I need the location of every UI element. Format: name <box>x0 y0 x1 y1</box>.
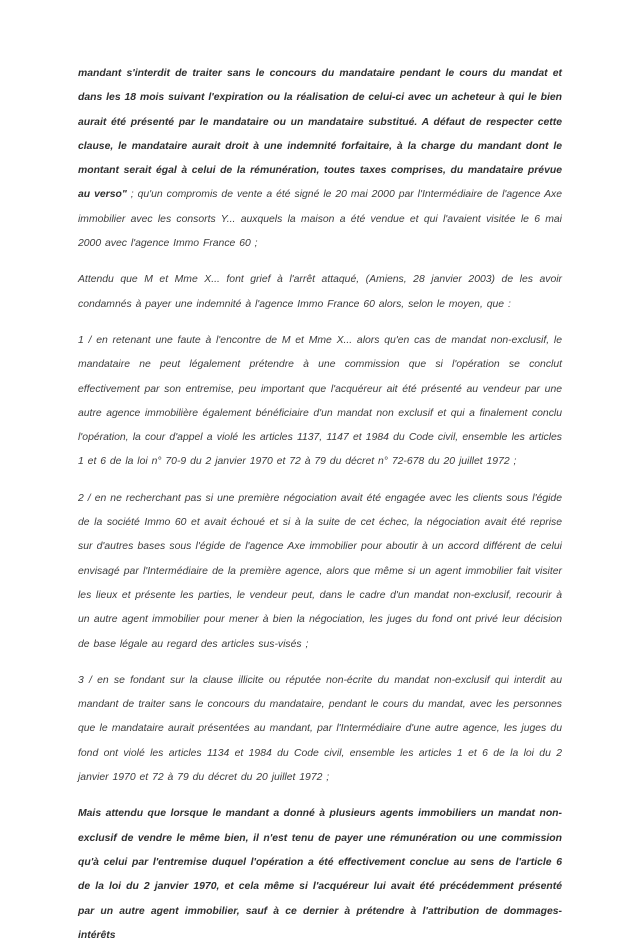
document-page <box>78 62 562 948</box>
paragraph-moyen-3: 3 / en se fondant sur la clause illicite ou réputée non-écrite du mandat non-exclusif qui interdit au mandant de traiter sans le concours du mandataire, pendant le cours du mandat, avec les personnes que le mandataire aurait présentées au mandant, par l'Intermédiaire d'une autre agence, les juges du fond ont violé les articles 1134 et 1984 du Code civil, ensemble les articles 1 et 6 de la loi du 2 janvier 1970 et 72 à 79 du décret du 20 juillet 1972 ; <box>78 674 562 784</box>
bold-text: Mais attendu que lorsque le mandant a donné à plusieurs agents immobiliers un mandat non-exclusif de vendre le même bien, il n'est tenu de payer une rémunération ou une commission qu'à celui par l'entremise duquel l'opération a été effectivement conclue au sens de l'article 6 de la loi du 2 janvier 1970, et cela même si l'acquéreur lui avait été précédemment présenté par un autre agent immobilier, sauf à ce dernier à prétendre à l'attribution de dommages-intérêts <box>78 808 562 941</box>
paragraph-mais-attendu <box>78 802 562 948</box>
paragraph-clause <box>78 62 562 256</box>
bold-text: mandant s'interdit de traiter sans le concours du mandataire pendant le cours du mandat et dans les 18 mois suivant l'expiration ou la réalisation de celui-ci avec un acheteur à qui le bien aurait été présenté par le mandataire ou un mandataire substitué. A défaut de respecter cette clause, le mandataire aurait droit à une indemnité forfaitaire, à la charge du mandant dont le montant serait égal à celui de la rémunération, toutes taxes comprises, du mandataire prévue au verso" <box>78 68 562 201</box>
paragraph-moyen-2: 2 / en ne recherchant pas si une première négociation avait été engagée avec les clients sous l'égide de la société Immo 60 et avait échoué et si à la suite de cet échec, la négociation avait été reprise sur d'autres bases sous l'égide de l'agence Axe immobilier pour aboutir à un accord différent de celui envisagé par l'Intermédiaire de la première agence, alors que même si un agent immobilier fait visiter les lieux et présente les parties, le vendeur peut, dans le cadre d'un mandat non-exclusif, recourir à un autre agent immobilier pour mener à bien la négociation, les juges du fond ont privé leur décision de base légale au regard des articles sus-visés ; <box>78 492 562 650</box>
body-text: ; qu'un compromis de vente a été signé le 20 mai 2000 par l'Intermédiaire de l'agence Axe immobilier avec les consorts Y... auxquels la maison a été vendue et qui l'avaient visitée le 6 mai 2000 avec l'agence Immo France 60 ; <box>78 189 562 250</box>
paragraph-moyen-1: 1 / en retenant une faute à l'encontre de M et Mme X... alors qu'en cas de mandat non-exclusif, le mandataire ne peut légalement prétendre à une commission que si l'opération se conclut effectivement par son entremise, peu important que l'acquéreur ait été présenté au vendeur par une autre agence immobilière également bénéficiaire d'un mandat non exclusif et qui a finalement conclu l'opération, la cour d'appel a violé les articles 1137, 1147 et 1984 du Code civil, ensemble les articles 1 et 6 de la loi n° 70-9 du 2 janvier 1970 et 72 à 79 du décret n° 72-678 du 20 juillet 1972 ; <box>78 334 562 468</box>
paragraph-attendu: Attendu que M et Mme X... font grief à l'arrêt attaqué, (Amiens, 28 janvier 2003) de les avoir condamnés à payer une indemnité à l'agence Immo France 60 alors, selon le moyen, que : <box>78 274 562 310</box>
